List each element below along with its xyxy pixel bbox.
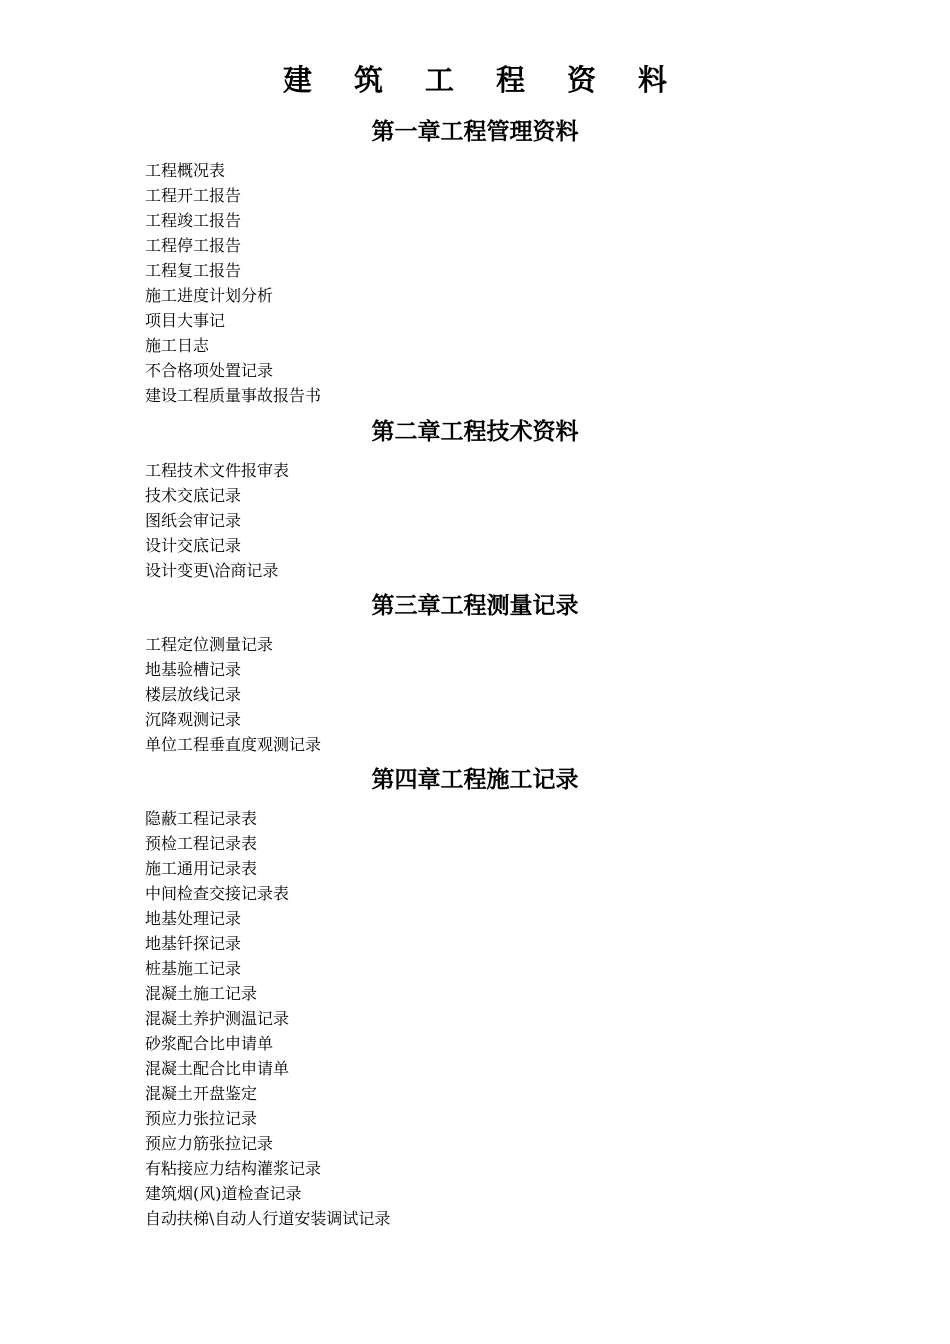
list-item: 砂浆配合比申请单 — [145, 1034, 274, 1053]
list-item: 技术交底记录 — [145, 486, 242, 505]
list-item: 建筑烟(风)道检查记录 — [145, 1184, 302, 1203]
chapter-title: 第二章工程技术资料 — [371, 418, 579, 445]
list-item: 工程复工报告 — [145, 261, 242, 280]
list-item: 工程竣工报告 — [145, 211, 242, 230]
list-item: 预应力筋张拉记录 — [145, 1134, 274, 1153]
list-item: 有粘接应力结构灌浆记录 — [145, 1159, 322, 1178]
chapter-3-item-list — [0, 632, 950, 757]
chapter-2-item-list — [0, 458, 950, 583]
list-item: 建设工程质量事故报告书 — [145, 386, 322, 405]
list-item: 图纸会审记录 — [145, 511, 242, 530]
list-item: 工程开工报告 — [145, 186, 242, 205]
list-item: 设计交底记录 — [145, 536, 242, 555]
list-item: 混凝土养护测温记录 — [145, 1009, 290, 1028]
list-item: 自动扶梯\自动人行道安装调试记录 — [145, 1209, 391, 1228]
list-item: 混凝土配合比申请单 — [145, 1059, 290, 1078]
list-item: 单位工程垂直度观测记录 — [145, 735, 322, 754]
list-item: 工程概况表 — [145, 161, 226, 180]
chapter-title: 第四章工程施工记录 — [371, 766, 579, 793]
list-item: 中间检查交接记录表 — [145, 884, 290, 903]
list-item: 混凝土施工记录 — [145, 984, 258, 1003]
list-item: 施工进度计划分析 — [145, 286, 274, 305]
list-item: 混凝土开盘鉴定 — [145, 1084, 258, 1103]
chapter-title: 第一章工程管理资料 — [371, 118, 579, 145]
list-item: 不合格项处置记录 — [145, 361, 274, 380]
list-item: 设计变更\洽商记录 — [145, 561, 279, 580]
list-item: 施工日志 — [145, 336, 210, 355]
list-item: 地基钎探记录 — [145, 934, 242, 953]
document-title: 建 筑 工 程 资 料 — [283, 63, 683, 97]
list-item: 楼层放线记录 — [145, 685, 242, 704]
list-item: 沉降观测记录 — [145, 710, 242, 729]
list-item: 隐蔽工程记录表 — [145, 809, 258, 828]
list-item: 预检工程记录表 — [145, 834, 258, 853]
list-item: 项目大事记 — [145, 311, 226, 330]
list-item: 预应力张拉记录 — [145, 1109, 258, 1128]
chapter-4 — [0, 762, 950, 1231]
chapter-3 — [0, 588, 950, 757]
list-item: 工程定位测量记录 — [145, 635, 274, 654]
list-item: 工程技术文件报审表 — [145, 461, 290, 480]
list-item: 工程停工报告 — [145, 236, 242, 255]
chapter-title: 第三章工程测量记录 — [371, 592, 579, 619]
list-item: 施工通用记录表 — [145, 859, 258, 878]
list-item: 地基处理记录 — [145, 909, 242, 928]
chapter-1 — [0, 114, 950, 408]
chapter-1-item-list — [0, 158, 950, 408]
list-item: 地基验槽记录 — [145, 660, 242, 679]
chapter-4-item-list — [0, 806, 950, 1231]
list-item: 桩基施工记录 — [145, 959, 242, 978]
chapter-2 — [0, 414, 950, 583]
